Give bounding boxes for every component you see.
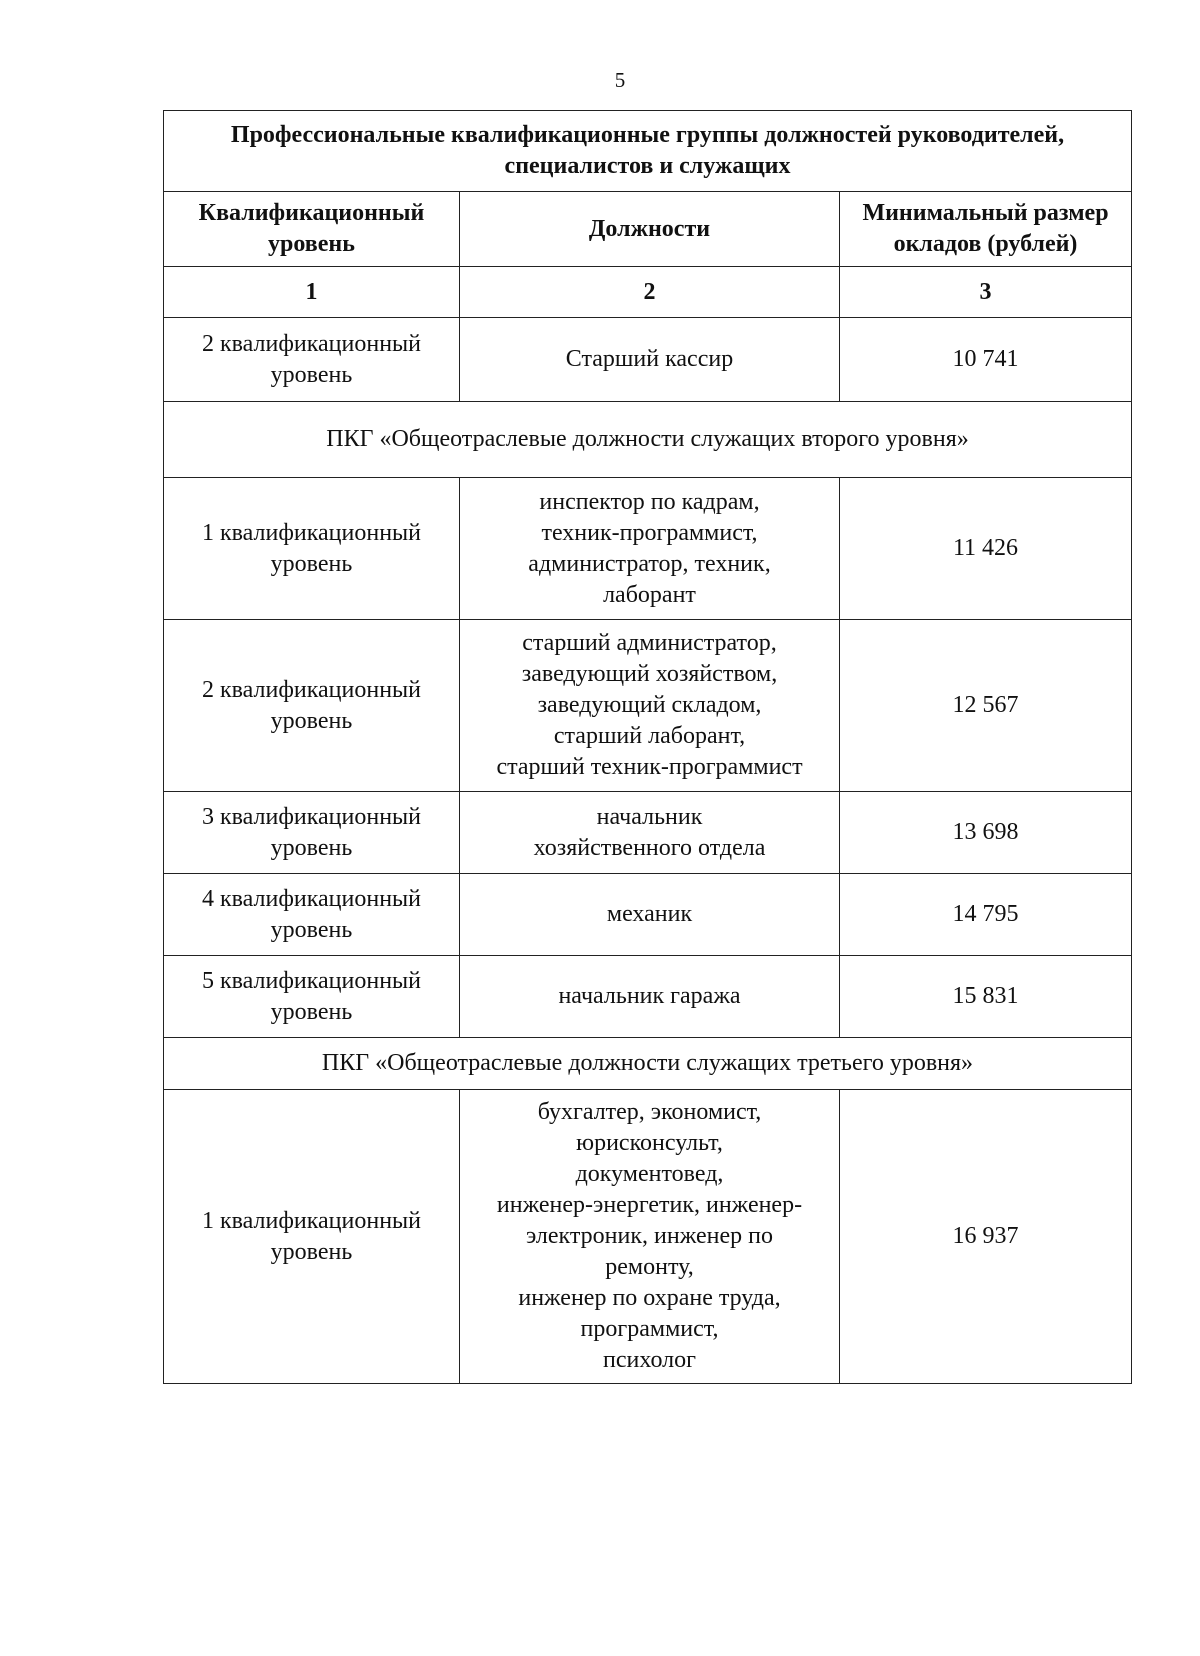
column-number: 1 [164, 267, 460, 318]
level-cell-line: 3 квалификационный [201, 803, 422, 830]
positions-cell-line: хозяйственного отдела [533, 834, 766, 861]
positions-cell-line: лаборант [603, 581, 696, 608]
positions-cell-line: техник-программист, [541, 519, 758, 546]
level-cell [164, 874, 460, 956]
level-cell-line: уровень [270, 1238, 353, 1265]
positions-cell-line: заведующий складом, [537, 692, 762, 718]
level-cell-line: уровень [270, 916, 353, 943]
positions-cell-line: старший администратор, [522, 630, 777, 656]
level-cell [164, 956, 460, 1038]
positions-cell-line: администратор, техник, [528, 550, 771, 577]
level-cell-line: уровень [270, 834, 353, 861]
level-cell [164, 318, 460, 402]
positions-cell-line: Старший кассир [565, 346, 734, 372]
positions-cell [460, 792, 840, 874]
column-number: 3 [840, 267, 1132, 318]
group-row [164, 1038, 1132, 1090]
level-cell-line: 2 квалификационный [201, 676, 422, 703]
positions-cell [460, 318, 840, 402]
positions-cell-line: инженер по охране труда, [518, 1285, 781, 1311]
salary-cell: 16 937 [840, 1090, 1132, 1384]
column-number-row [164, 267, 1132, 318]
table-row [164, 620, 1132, 792]
positions-cell-line: документовед, [575, 1161, 724, 1187]
positions-cell-line: электроник, инженер по [526, 1223, 773, 1249]
table-row [164, 874, 1132, 956]
table-row [164, 478, 1132, 620]
level-cell [164, 620, 460, 792]
salary-table [163, 110, 1132, 1384]
header-salary: Минимальный размер окладов (рублей) [840, 192, 1132, 267]
positions-cell-line: начальник гаража [558, 983, 741, 1009]
positions-cell [460, 874, 840, 956]
table-header-row [164, 192, 1132, 267]
positions-cell-line: программист, [580, 1316, 719, 1342]
level-cell-line: 1 квалификационный [201, 519, 422, 546]
positions-cell-line: старший техник-программист [496, 754, 803, 780]
table-row [164, 792, 1132, 874]
positions-cell-line: бухгалтер, экономист, [537, 1099, 762, 1125]
table-row [164, 956, 1132, 1038]
header-level: Квалификационный уровень [164, 192, 460, 267]
level-cell-line: 5 квалификационный [201, 967, 422, 994]
positions-cell-line: механик [606, 901, 693, 927]
positions-cell-line: психолог [603, 1347, 696, 1373]
salary-cell: 11 426 [840, 478, 1132, 620]
level-cell-line: уровень [270, 361, 353, 388]
level-cell [164, 1090, 460, 1384]
level-cell-line: уровень [270, 707, 353, 734]
page-number: 5 [614, 68, 626, 92]
positions-cell-line: инженер-энергетик, инженер- [496, 1192, 803, 1218]
level-cell-line: уровень [270, 550, 353, 577]
table-row [164, 1090, 1132, 1384]
positions-cell [460, 478, 840, 620]
group-heading: ПКГ «Общеотраслевые должности служащих третьего уровня» [164, 1038, 1132, 1090]
positions-cell-line: заведующий хозяйством, [521, 661, 778, 687]
salary-cell: 14 795 [840, 874, 1132, 956]
salary-cell: 15 831 [840, 956, 1132, 1038]
level-cell-line: уровень [270, 998, 353, 1025]
level-cell [164, 478, 460, 620]
positions-cell-line: юрисконсульт, [576, 1130, 723, 1156]
positions-cell-line: начальник [596, 803, 703, 830]
positions-cell-line: инспектор по кадрам, [539, 488, 760, 515]
column-number: 2 [460, 267, 840, 318]
header-positions: Должности [460, 192, 840, 267]
positions-cell-line: старший лаборант, [553, 723, 746, 749]
salary-cell: 10 741 [840, 318, 1132, 402]
level-cell-line: 1 квалификационный [201, 1207, 422, 1234]
table-title-row [164, 111, 1132, 192]
positions-cell-line: ремонту, [605, 1254, 694, 1280]
level-cell-line: 2 квалификационный [201, 330, 422, 357]
table-title: Профессиональные квалификационные группы должностей руководителей, специалистов и служащих [164, 111, 1132, 192]
salary-cell: 13 698 [840, 792, 1132, 874]
positions-cell [460, 956, 840, 1038]
group-row [164, 402, 1132, 478]
positions-cell [460, 620, 840, 792]
level-cell [164, 792, 460, 874]
group-heading: ПКГ «Общеотраслевые должности служащих второго уровня» [164, 402, 1132, 478]
salary-cell: 12 567 [840, 620, 1132, 792]
positions-cell [460, 1090, 840, 1384]
level-cell-line: 4 квалификационный [201, 885, 422, 912]
table-row [164, 318, 1132, 402]
